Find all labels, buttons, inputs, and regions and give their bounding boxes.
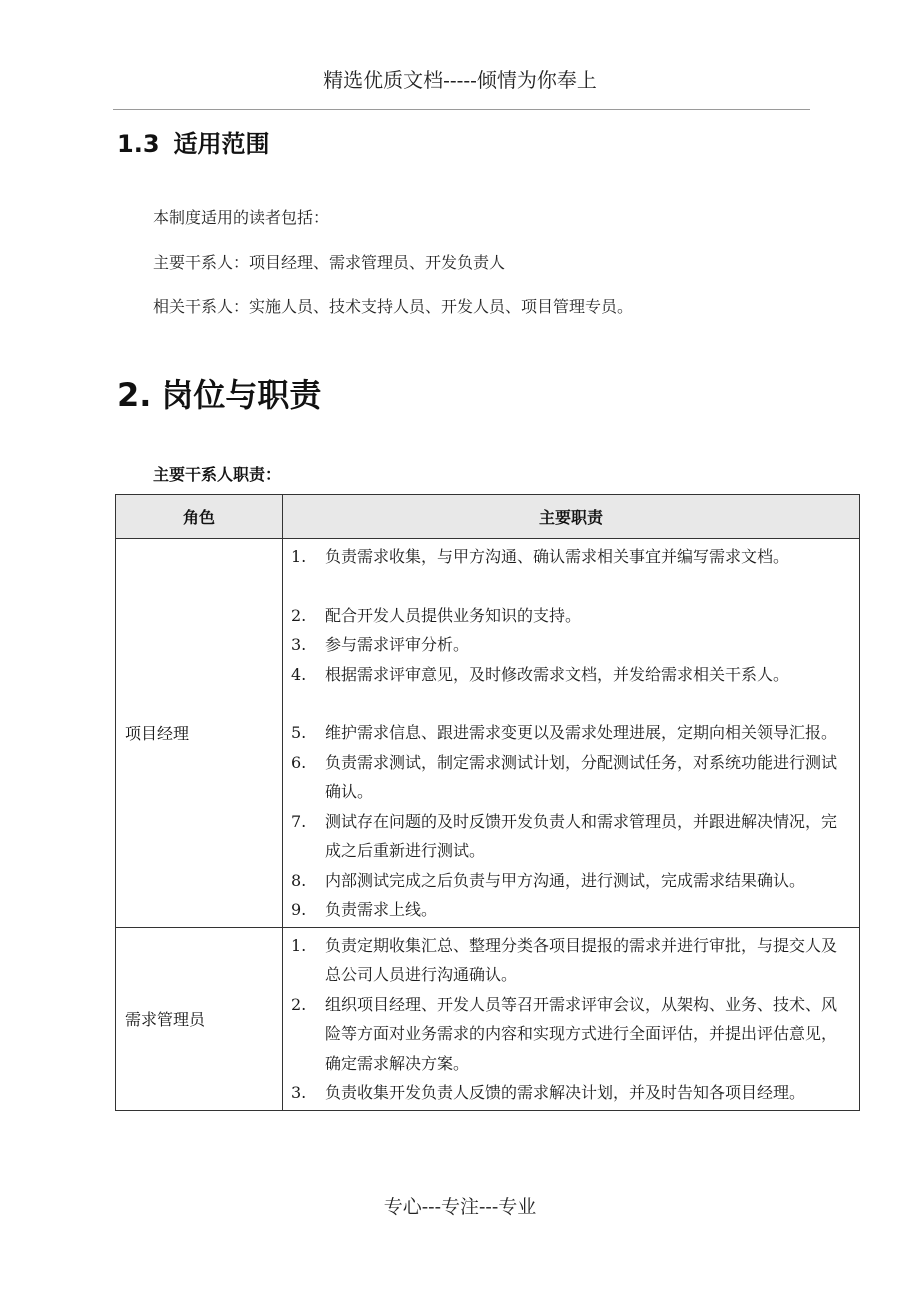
list-item xyxy=(291,542,851,572)
scope-intro: 本制度适用的读者包括： xyxy=(153,208,330,227)
item-text: 负责需求上线。 xyxy=(325,900,438,919)
item-number: 1. xyxy=(291,547,307,566)
list-item xyxy=(291,931,851,990)
column-header-role: 角色 xyxy=(116,495,283,539)
list-item xyxy=(291,660,851,690)
item-number: 2. xyxy=(291,605,307,625)
scope-related-stakeholders: 相关干系人：实施人员、技术支持人员、开发人员、项目管理专员。 xyxy=(153,297,634,316)
list-item xyxy=(291,718,851,748)
duties-cell xyxy=(283,927,860,1110)
item-number: 4. xyxy=(291,664,307,684)
item-number: 5. xyxy=(291,723,307,742)
item-number: 6. xyxy=(291,752,307,772)
item-text: 维护需求信息、跟进需求变更以及需求处理进展，定期向相关领导汇报。 xyxy=(325,723,838,742)
list-item xyxy=(291,895,851,925)
item-number: 9. xyxy=(291,900,307,919)
page-header: 精选优质文档-----倾情为你奉上 xyxy=(323,68,597,92)
header-divider xyxy=(113,109,810,110)
responsibilities-table xyxy=(115,494,860,1111)
item-number: 8. xyxy=(291,870,307,890)
item-text: 测试存在问题的及时反馈开发负责人和需求管理员，并跟进解决情况，完成之后重新进行测试。 xyxy=(325,811,838,860)
list-item xyxy=(291,1078,851,1108)
list-item xyxy=(291,807,851,866)
role-cell: 需求管理员 xyxy=(116,927,283,1110)
section-title: 适用范围 xyxy=(173,130,270,158)
item-text: 配合开发人员提供业务知识的支持。 xyxy=(325,605,582,625)
section-title: 岗位与职责 xyxy=(161,376,322,414)
item-text: 组织项目经理、开发人员等召开需求评审会议，从架构、业务、技术、风险等方面对业务需求的内容和实现方式进行全面评估，并提出评估意见，确定需求解决方案。 xyxy=(325,994,838,1073)
item-text: 负责需求测试，制定需求测试计划，分配测试任务，对系统功能进行测试确认。 xyxy=(325,752,838,801)
duties-cell xyxy=(283,539,860,928)
section-heading-1-3 xyxy=(117,124,270,159)
table-caption: 主要干系人职责： xyxy=(153,465,282,484)
table-row xyxy=(116,927,860,1110)
role-cell: 项目经理 xyxy=(116,539,283,928)
table-row xyxy=(116,539,860,928)
item-text: 内部测试完成之后负责与甲方沟通，进行测试，完成需求结果确认。 xyxy=(325,870,806,890)
item-number: 3. xyxy=(291,1083,307,1102)
section-heading-2 xyxy=(117,370,321,416)
item-text: 参与需求评审分析。 xyxy=(325,635,470,654)
list-item xyxy=(291,601,851,631)
list-item xyxy=(291,748,851,807)
item-text: 负责收集开发负责人反馈的需求解决计划，并及时告知各项目经理。 xyxy=(325,1083,806,1102)
list-item xyxy=(291,866,851,896)
section-number: 1.3 xyxy=(117,130,160,158)
list-item xyxy=(291,990,851,1079)
item-text: 负责定期收集汇总、整理分类各项目提报的需求并进行审批，与提交人及总公司人员进行沟通确认。 xyxy=(325,935,838,984)
scope-primary-stakeholders: 主要干系人：项目经理、需求管理员、开发负责人 xyxy=(153,253,506,272)
item-number: 7. xyxy=(291,811,307,831)
section-number: 2. xyxy=(117,376,152,414)
item-number: 3. xyxy=(291,635,307,654)
table-header-row xyxy=(116,495,860,539)
column-header-duties: 主要职责 xyxy=(283,495,860,539)
item-text: 根据需求评审意见，及时修改需求文档，并发给需求相关干系人。 xyxy=(325,664,790,684)
item-number: 2. xyxy=(291,994,307,1014)
item-text: 负责需求收集，与甲方沟通、确认需求相关事宜并编写需求文档。 xyxy=(325,547,790,566)
item-number: 1. xyxy=(291,935,307,955)
duty-list xyxy=(291,931,851,1108)
duty-list xyxy=(291,542,851,925)
page-footer: 专心---专注---专业 xyxy=(383,1196,537,1218)
list-item xyxy=(291,630,851,660)
